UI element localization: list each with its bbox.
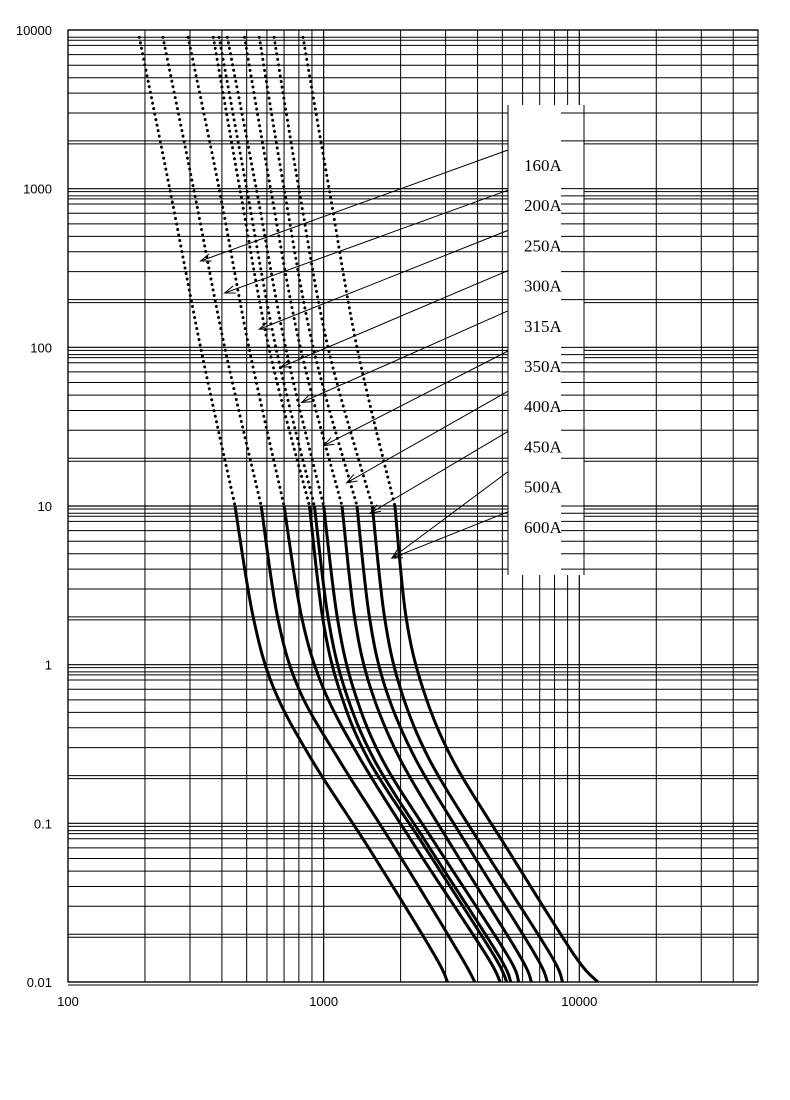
series-solid-line	[314, 506, 511, 982]
legend-label: 600A	[524, 517, 562, 537]
series-450a	[259, 37, 547, 982]
legend-arrowhead	[324, 438, 335, 446]
x-tick-label: 100	[57, 994, 79, 1009]
y-tick-label: 10000	[15, 23, 52, 38]
series-400a	[245, 37, 532, 982]
legend-arrow	[259, 230, 508, 329]
y-tick-label: 0.01	[26, 975, 52, 990]
y-tick-label: 0.1	[33, 816, 52, 832]
y-tick-label: 10	[37, 499, 52, 514]
x-tick-label: 10000	[561, 994, 598, 1009]
legend-box	[508, 105, 584, 575]
y-tick-label: 100	[30, 340, 52, 356]
legend-arrow	[370, 431, 508, 513]
legend-label: 300A	[524, 276, 562, 296]
legend-label: 200A	[524, 196, 562, 216]
legend-label: 250A	[524, 236, 562, 256]
series-solid-line	[342, 506, 532, 982]
series-160a	[139, 37, 447, 982]
legend-arrow	[302, 311, 508, 403]
legend-label: 500A	[524, 477, 562, 497]
y-tick-label: 1000	[23, 181, 52, 197]
chart-legend	[201, 105, 584, 575]
legend-label: 450A	[524, 437, 562, 457]
legend-arrow	[392, 512, 508, 558]
legend-label: 400A	[524, 397, 562, 417]
legend-label: 350A	[524, 357, 562, 376]
x-tick-label: 1000	[309, 994, 339, 1009]
y-tick-label: 1	[44, 657, 52, 673]
series-solid-line	[357, 506, 547, 982]
legend-arrow	[324, 351, 508, 446]
legend-arrow	[392, 472, 508, 558]
legend-label: 160A	[524, 156, 562, 175]
legend-label: 315A	[524, 316, 562, 336]
legend-arrow	[347, 391, 508, 483]
